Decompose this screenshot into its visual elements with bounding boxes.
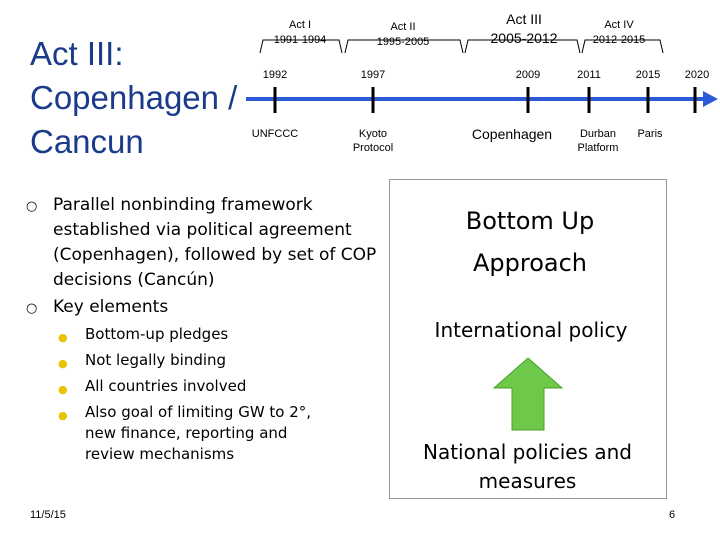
sub-bullet-item xyxy=(58,402,328,465)
bullet-list xyxy=(26,193,386,465)
page-number: 6 xyxy=(669,509,676,521)
yellow-dot-icon: ● xyxy=(58,383,68,396)
box-heading: Bottom Up Approach xyxy=(465,207,595,277)
act-3-name: Act III xyxy=(506,11,542,27)
act-1-label xyxy=(274,18,327,48)
sub-bullet-item xyxy=(58,376,386,400)
year-1997: 1997 xyxy=(360,69,386,81)
sub-bullet-text: All countries involved xyxy=(85,377,247,395)
act-2-label xyxy=(377,20,430,50)
act-2-name: Act II xyxy=(390,21,416,33)
timeline-arrowhead xyxy=(703,91,718,107)
up-arrow-icon xyxy=(492,356,564,432)
international-policy-label: International policy xyxy=(434,318,628,342)
act-1-period: 1991-1994 xyxy=(273,34,327,46)
slide-date: 11/5/15 xyxy=(30,509,66,521)
year-2011: 2011 xyxy=(577,69,601,81)
event-durban: Durban Platform xyxy=(577,128,619,154)
event-copenhagen: Copenhagen xyxy=(471,126,553,142)
act-4-name: Act IV xyxy=(604,19,634,31)
act-3-period: 2005-2012 xyxy=(490,30,558,46)
yellow-dot-icon: ● xyxy=(58,331,68,344)
act-4-label xyxy=(593,18,646,48)
event-unfccc: UNFCCC xyxy=(251,128,299,140)
year-2015: 2015 xyxy=(635,69,661,81)
event-paris: Paris xyxy=(637,128,663,140)
year-2020: 2020 xyxy=(684,69,710,81)
sub-bullet-item xyxy=(58,324,386,348)
bullet-item xyxy=(26,295,386,322)
year-1992: 1992 xyxy=(262,69,288,81)
act-2-period: 1995-2005 xyxy=(376,36,430,48)
bullet-text: Key elements xyxy=(53,297,169,317)
act-3-label xyxy=(491,10,558,48)
event-kyoto: Kyoto Protocol xyxy=(352,128,394,154)
bullet-text: Parallel nonbinding framework established via political agreement (Copenhagen), followed by set of COP decisions (Cancún) xyxy=(53,195,377,290)
yellow-dot-icon: ● xyxy=(58,357,68,370)
act-1-name: Act I xyxy=(288,19,312,31)
yellow-dot-icon: ● xyxy=(58,409,68,422)
bullet-item xyxy=(26,193,386,293)
slide-title: Act III: Copenhagen / Cancun xyxy=(30,35,238,160)
sub-bullet-item xyxy=(58,350,386,374)
act-4-period: 2012-2015 xyxy=(592,34,646,46)
hollow-bullet-icon: ○ xyxy=(26,199,38,214)
hollow-bullet-icon: ○ xyxy=(26,301,38,316)
sub-bullet-text: Also goal of limiting GW to 2°, new finance, reporting and review mechanisms xyxy=(85,403,312,463)
sub-bullet-text: Bottom-up pledges xyxy=(85,325,229,343)
national-policies-label: National policies and measures xyxy=(422,440,632,493)
sub-bullet-text: Not legally binding xyxy=(85,351,227,369)
year-2009: 2009 xyxy=(515,69,541,81)
